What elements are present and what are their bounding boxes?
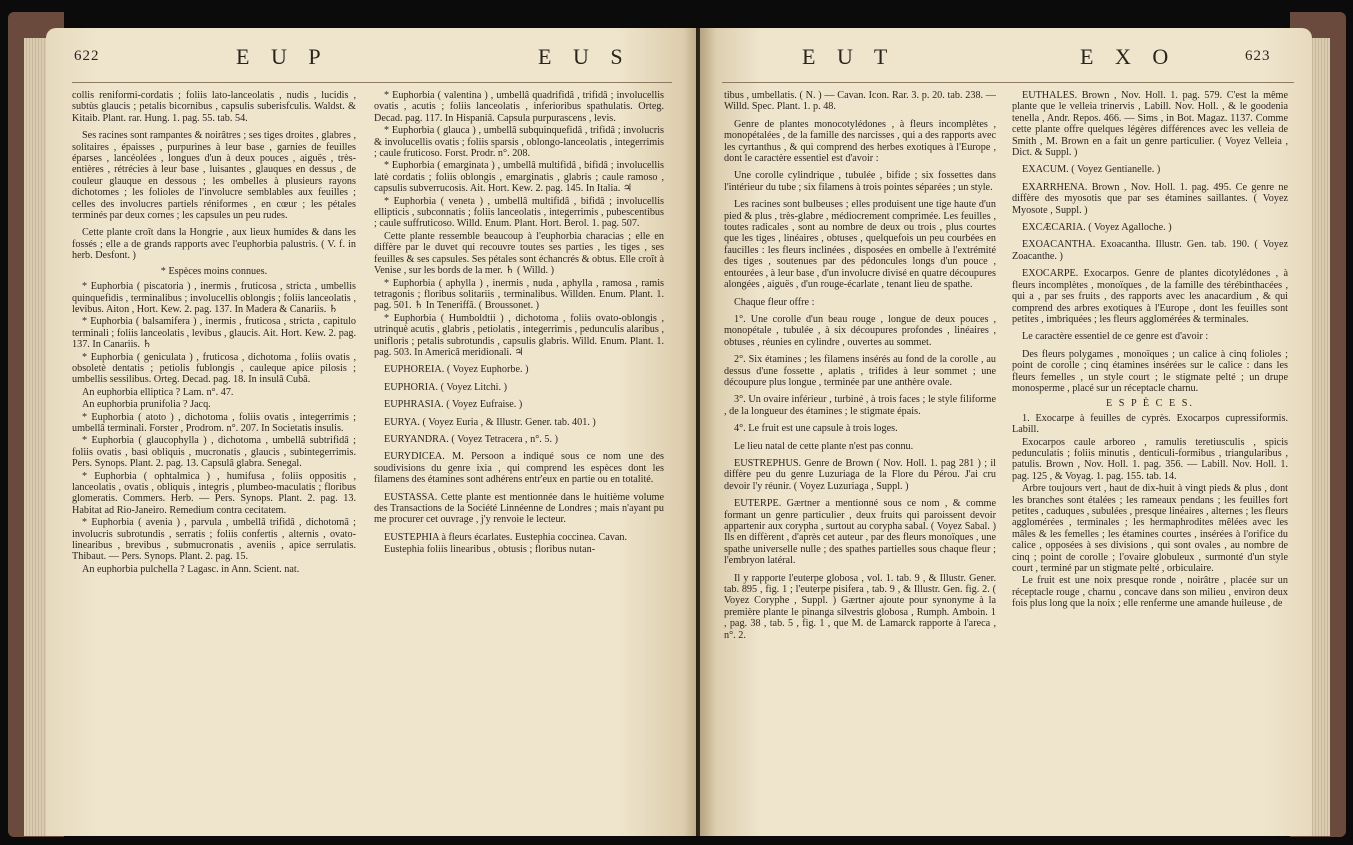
paragraph: Ses racines sont rampantes & noirâtres ; ses tiges droites , glabres , solitaires , épaisses , purpurines à leur base , garnies de feuilles éparses , lancéolées , longues d'un à deux pouces , aiguës , très-entières , rétrécies à leur base , luisantes , glauques en dessus , de couleur glauque en dessous ; les ombelles à plusieurs rayons dichotomes ; les folioles de l'involucre semblables aux feuilles ; celles des involucres partiels réniformes , en cœur ; les pétales terminés par deux cornes ; les capsules un peu rudes. (72, 130, 356, 222)
species-entry: An euphorbia pulchella ? Lagasc. in Ann. Scient. nat. (82, 563, 300, 575)
paragraph: tibus , umbellatis. ( N. ) — Cavan. Icon. Rar. 3. p. 20. tab. 238. — Willd. Spec. Plant. 1. p. 48. (724, 90, 996, 113)
species-entry: 1. Exocarpe à feuilles de cyprès. Exocarpos cupressiformis. Labill. (1012, 412, 1288, 436)
section-heading: E S P È C E S. (1106, 398, 1194, 410)
dictionary-entry: EUSTREPHUS. Genre de Brown ( Nov. Holl. 1. pag 281 ) ; il diffère peu du genre Luzuriaga de la Flore du Pérou. J'ai cru devoir l'y réunir. ( Voyez Luzuriaga , Suppl. ) (724, 457, 996, 492)
dictionary-entry: EUTHALES. Brown , Nov. Holl. 1. pag. 579. C'est la même plante que le velleia trinervis , Labill. Nov. Holl. , & le goodenia tenella , Andr. Repos. 466. — Sims , in Bot. Magaz. 1137. Comme cette plante offre quelques légères différences avec les velleia de Smith , M. Brown en a fait un genre particulier. ( Voyez Velleia , Dict. & Suppl. ) (1012, 90, 1288, 159)
paragraph: Eustephia foliis linearibus , obtusis ; floribus nutan- (384, 544, 596, 556)
right-header-running-title-2: E X O (1080, 44, 1177, 69)
paragraph: Les racines sont bulbeuses ; elles produisent une tige haute d'un pied & plus , très-glabre , médiocrement comprimée. Les feuilles , toutes radicales , sont au nombre de deux ou trois , plus courtes que les tiges , linéaires , obtuses , quelquefois un peu courbées en faucilles : les fleurs inclinées , disposées en ombelle à l'extrémité des tiges , soutenues par des pédoncules longs d'un pouce , entourées , à leur base , d'un involucre divisé en quatre découpures alongées , aiguës , d'un rouge-écarlate , tenant lieu de spathe. (724, 199, 996, 291)
dictionary-entry: EURYA. ( Voyez Euria , & Illustr. Gener. tab. 401. ) (384, 416, 596, 428)
right-page-column-1 (724, 90, 996, 642)
paragraph: collis reniformi-cordatis ; foliis lato-lanceolatis , nudis , lucidis , subtùs glaucis ; petalis bicornibus , capsulis suberisfculis. Waldst. & Kitaib. Plant. rar. Hung. 1. pag. 55. tab. 54. (72, 90, 356, 124)
book-gutter (684, 28, 716, 836)
paragraph: Cette plante croît dans la Hongrie , aux lieux humides & dans les fossés ; elle a de grands rapports avec l'euphorbia palustris. ( V. f. in herb. Desfont. ) (72, 227, 356, 262)
dictionary-entry: EUSTEPHIA à fleurs écarlates. Eustephia coccinea. Cavan. (384, 531, 627, 543)
dictionary-entry: EURYDICEA. M. Persoon a indiqué sous ce nom une des soudivisions du genre ixia , qui comprend les espèces dont les filamens des étamines sont adhérens entr'eux en partie ou en totalité. (374, 451, 664, 486)
left-header-running-title: E U P (236, 44, 329, 69)
species-entry: * Euphorbia ( glaucophylla ) , dichotoma , umbellâ subtrifidâ ; foliis ovatis , basi obliquis , mucronatis , glaucis , subintegerrimis. Pers. Synops. Plant. 2. pag. 13. Capsulâ glabra. Senegal. (72, 435, 356, 470)
right-header-rule (722, 82, 1294, 83)
species-entry: * Euphorbia ( ophtalmica ) , humifusa , foliis oppositis , lanceolatis , ovatis , obliquis , integris , plumbeo-maculatis ; floribus glomeratis. Commers. Herb. — Pers. Synops. Plant. 2. pag. 13. Habitat ad Rio-Janeiro. Remedium contra cecitatem. (72, 470, 356, 516)
paragraph: Le lieu natal de cette plante n'est pas connu. (734, 440, 914, 452)
species-entry: * Euphorbia ( Humboldtii ) , dichotoma , foliis ovato-oblongis , utrinquè acutis , glabris , petiolatis , integerrimis , pedunculis alaribus , unifloris ; petalis subrotundis , capsulis glabris. Willd. Enum. Plant. 1. pag. 503. In Americâ meridionali. ♃ (374, 312, 664, 358)
left-header-running-title-2: E U S (538, 44, 631, 69)
paragraph: Le caractère essentiel de ce genre est d'avoir : (1022, 331, 1209, 343)
species-entry: * Euphorbia ( atoto ) , dichotoma , foliis ovatis , integerrimis ; umbellâ terminali. Forster , Prodrom. n°. 207. In Societatis insulis. (72, 411, 356, 434)
dictionary-entry: EXACUM. ( Voyez Gentianelle. ) (1022, 164, 1161, 176)
paragraph: Le fruit est une noix presque ronde , noirâtre , placée sur un réceptacle rouge , charnu , concave dans son milieu , environ deux fois plus long que la noix ; elle renferme une amande huileuse , de (1012, 575, 1288, 610)
species-entry: An euphorbia prunifolia ? Jacq. (82, 399, 211, 411)
species-entry: * Euphorbia ( avenia ) , parvula , umbellâ trifidâ , dichotomâ ; involucris subrotundis , serratis ; foliis confertis , alternis , ovato-linearibus , brevibus , submucronatis , aveniis , apice serrulatis. Thibaut. — Pers. Synops. Plant. 2. pag. 15. (72, 517, 356, 563)
species-entry: * Euphorbia ( glauca ) , umbellâ subquinquefidâ , trifidâ ; involucris & involucellis ovatis ; foliis sparsis , oblongo-lanceolatis , integerrimis ; caule fruticoso. Forst. Prodr. n°. 208. (374, 125, 664, 160)
dictionary-entry: EUSTASSA. Cette plante est mentionnée dans le huitième volume des Transactions de la Société Linnéenne de Londres ; mais n'ayant pu me procurer cet ouvrage , j'y renvoie le lecteur. (374, 491, 664, 526)
paragraph: Cette plante ressemble beaucoup à l'euphorbia characias ; elle en diffère par le duvet qui recouvre toutes ses parties , les tiges , ses feuilles & ses capsules. Ses pétales sont échancrés & obtus. Elle croît à Venise , sur les bords de la mer. ♄ ( Willd. ) (374, 230, 664, 277)
dictionary-entry: EUPHRASIA. ( Voyez Eufraise. ) (384, 399, 523, 411)
paragraph: Des fleurs polygames , monoïques ; un calice à cinq folioles ; point de corolle ; cinq étamines insérées sur le calice : dans les fleurs femelles , un style court ; le stigmate pelté ; un drupe monosperme , placé sur un réceptacle charnu. (1012, 348, 1288, 394)
paragraph: Chaque fleur offre : (734, 296, 815, 308)
paragraph: Il y rapporte l'euterpe globosa , vol. 1. tab. 9 , & Illustr. Gener. tab. 895 , fig. 1 ; l'euterpe pisifera , tab. 9 , & Illustr. Gen. fig. 2. ( Voyez Coryphe , Suppl. ) Gærtner ajoute pour synonyme à la première plante le pinanga silvestris globosa , Rumph. Amboin. 1 , pag. 38 , tab. 5 , fig. 1 , que M. de Lamarck rapporte à l'areca , n°. 2. (724, 572, 996, 641)
species-entry: * Euphorbia ( piscatoria ) , inermis , fruticosa , stricta , umbellis quinquefidis , terminalibus ; involucellis oblongis ; foliis lanceolatis , levibus. Aiton , Hort. Kew. 2. pag. 137. In Madera & Canariis. ♄ (72, 281, 356, 315)
paragraph: 1°. Une corolle d'un beau rouge , longue de deux pouces , monopétale , tubulée , à six découpures profondes , linéaires , obtuses , réunies en cylindre , ouvertes au sommet. (724, 313, 996, 348)
paragraph: Genre de plantes monocotylédones , à fleurs incomplètes , monopétalées , de la famille des narcisses , qui a des rapports avec les cyrtanthus , & qui comprend des herbes exotiques à l'Europe , dont le caractère essentiel est d'avoir : (724, 118, 996, 165)
species-entry: * Euphorbia ( valentina ) , umbellâ quadrifidâ , trifidâ ; involucellis ovatis , acutis ; foliis lanceolatis , inferioribus spathulatis. Orteg. Decad. pag. 117. In Hispaniâ. Capsula purpurascens , levis. (374, 90, 664, 124)
dictionary-entry: EUTERPE. Gærtner a mentionné sous ce nom , & comme formant un genre particulier , deux fruits qui paroissent devoir appartenir aux corypha , surtout au corypha sabal. ( Voyez Sabal. ) Ils en diffèrent , d'après cet auteur , par des fleurs monoïques , une spathe universelle nulle ; des spathes partielles sous chaque fleur ; l'embryon latéral. (724, 498, 996, 567)
paragraph: 2°. Six étamines ; les filamens insérés au fond de la corolle , au dessus d'une fossette , aplatis , trifides à leur sommet ; une découpure plus longue , terminée par une anthère ovale. (724, 354, 996, 388)
right-page-number: 623 (1245, 48, 1271, 64)
left-header-rule (72, 82, 672, 83)
dictionary-entry: EXCÆCARIA. ( Voyez Agalloche. ) (1022, 222, 1172, 234)
species-entry: * Euphorbia ( aphylla ) , inermis , nuda , aphylla , ramosa , ramis tetragonis ; floribus solitariis , terminalibus. Willden. Enum. Plant. 1. pag. 501. ♄ In Teneriffâ. ( Broussonet. ) (374, 277, 664, 312)
right-page-column-2 (1012, 90, 1288, 611)
right-header-running-title: E U T (802, 44, 896, 69)
section-heading: * Espèces moins connues. (160, 265, 268, 277)
dictionary-entry: EUPHOREIA. ( Voyez Euphorbe. ) (384, 364, 529, 376)
paragraph: Arbre toujours vert , haut de dix-huit à vingt pieds & plus , dont les branches sont étalées ; les rameaux pendans ; les feuilles fort petites , caduques , subulées , presque linéaires , alternes ; les fleurs agglomérées , terminales ; les hermaphrodites mêlées avec les mâles & les femelles ; les étamines courtes , insérées à l'orifice du calice , opposées à ses divisions , qui sont ovales , au nombre de cinq ; point de corolle ; l'ovaire globuleux , surmonté d'un style court , terminé par un stigmate pelté , orbiculaire. (1012, 483, 1288, 575)
left-page-column-2 (374, 90, 664, 557)
dictionary-entry: EXOCARPE. Exocarpos. Genre de plantes dicotylédones , à fleurs incomplètes , monoïques , de la famille des térébinthacées , qui a , par ses fruits , des rapports avec les anacardium , & qui comprend des arbres exotiques à l'Europe , dont les feuilles sont petites , imbriquées ; les fleurs agglomérées & terminales. (1012, 268, 1288, 325)
species-entry: * Euphorbia ( balsamifera ) , inermis , fruticosa , stricta , capitulo terminali ; foliis lanceolatis , levibus , glaucis. Ait. Hort. Kew. 2. pag. 137. In Canariis. ♄ (72, 316, 356, 351)
dictionary-entry: EXOACANTHA. Exoacantha. Illustr. Gen. tab. 190. ( Voyez Zoacanthe. ) (1012, 239, 1288, 262)
left-page-column-1 (72, 90, 356, 576)
species-entry: Exocarpos caule arboreo , ramulis teretiusculis , spicis pedunculatis ; foliis minutis , denticuli-formibus , triangularibus , patulis. Brown , Nov. Holl. 1. pag. 356. — Labill. Nov. Holl. 1. pag. 125 , & Voyag. 1. pag. 155. tab. 14. (1012, 436, 1288, 482)
paragraph: Une corolle cylindrique , tubulée , bifide ; six fossettes dans l'intérieur du tube ; six filamens à trois pointes séparées ; un style. (724, 170, 996, 193)
dictionary-entry: EXARRHENA. Brown , Nov. Holl. 1. pag. 495. Ce genre ne diffère des myosotis que par ses étamines saillantes. ( Voyez Myosote , Suppl. ) (1012, 181, 1288, 216)
species-entry: An euphorbia elliptica ? Lam. n°. 47. (82, 386, 234, 398)
right-page (700, 28, 1312, 836)
species-entry: * Euphorbia ( veneta ) , umbellâ multifidâ , bifidâ ; involucellis ellipticis , subconnatis ; foliis lanceolatis , integerrimis , pubescentibus ; caule suffruticoso. Willd. Enum. Plant. Hort. Berol. 1. pag. 507. (374, 195, 664, 230)
dictionary-entry: EURYANDRA. ( Voyez Tetracera , n°. 5. ) (384, 433, 558, 445)
paragraph: 3°. Un ovaire inférieur , turbiné , à trois faces ; le style filiforme , de la longueur des étamines ; le stigmate épais. (724, 394, 996, 417)
paragraph: 4°. Le fruit est une capsule à trois loges. (734, 423, 898, 435)
species-entry: * Euphorbia ( emarginata ) , umbellâ multifidâ , bifidâ ; involucellis latè cordatis ; foliis oblongis , emarginatis , glabris ; caule ramoso , capsulis subverrucosis. Ait. Hort. Kew. 2. pag. 145. In Italia. ♃ (374, 160, 664, 195)
left-page-number: 622 (74, 48, 100, 64)
left-page (46, 28, 696, 836)
species-entry: * Euphorbia ( geniculata ) , fruticosa , dichotoma , foliis ovatis , obsoletè dentatis ; petiolis fublongis , cauleque apice pilosis ; umbellis sessilibus. Orteg. Decad. pag. 18. In insulâ Cubâ. (72, 351, 356, 386)
dictionary-entry: EUPHORIA. ( Voyez Litchi. ) (384, 381, 507, 393)
